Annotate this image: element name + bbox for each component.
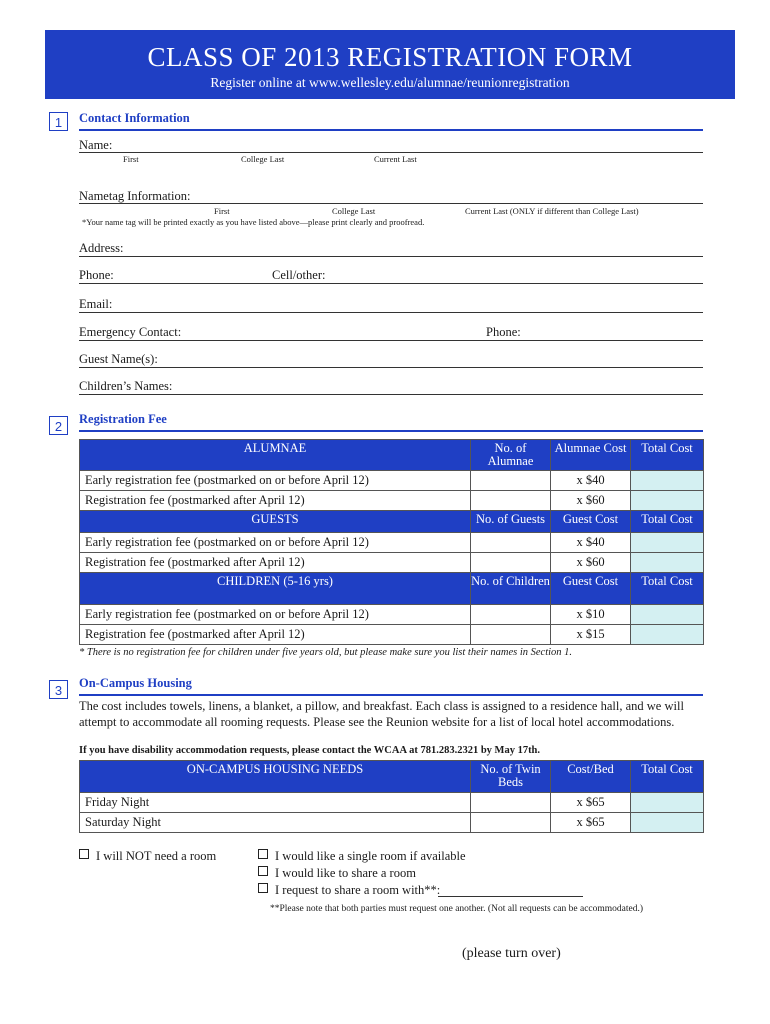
fee-price: x $40 (551, 471, 631, 491)
single-room-checkbox[interactable] (258, 849, 268, 859)
table-row (80, 605, 704, 625)
phone-label: Phone: (79, 268, 114, 282)
housing-total-header: Total Cost (631, 761, 704, 793)
table-row (80, 793, 704, 813)
housing-description: The cost includes towels, linens, a blanket, a pillow, and breakfast. Each class is assigned to a residence hall, and we will attempt to accommodate all rooming requests. Please see the Reunion website for a list of local hotel accommodations. (79, 699, 684, 729)
housing-table (79, 760, 704, 833)
fee-row-label: Registration fee (postmarked after April 12) (80, 491, 471, 511)
fee-row-label: Registration fee (postmarked after April 12) (80, 625, 471, 645)
guest-names-field-line[interactable] (79, 367, 703, 368)
fee-price: x $10 (551, 605, 631, 625)
children-count-header: No. of Children (471, 573, 551, 605)
nametag-sub-college-last: College Last (332, 206, 376, 216)
housing-row-label: Saturday Night (80, 813, 471, 833)
friday-beds-cell[interactable] (471, 793, 551, 813)
children-fee-note: * There is no registration fee for children under five years old, but please make sure you list their names in Section 1. (79, 647, 573, 658)
guests-count-header: No. of Guests (471, 511, 551, 533)
table-row (80, 813, 704, 833)
name-sub-college-last: College Last (241, 154, 285, 164)
fee-row-label: Registration fee (postmarked after April 12) (80, 553, 471, 573)
form-header-banner (45, 30, 735, 99)
guest-names-label: Guest Name(s): (79, 352, 158, 366)
share-room-label: I would like to share a room (275, 866, 416, 880)
children-names-field-line[interactable] (79, 394, 703, 395)
single-room-label: I would like a single room if available (275, 849, 466, 863)
guests-cost-header: Guest Cost (551, 511, 631, 533)
name-sub-current-last: Current Last (374, 154, 417, 164)
saturday-beds-cell[interactable] (471, 813, 551, 833)
share-request-note: **Please note that both parties must request one another. (Not all requests can be accommodated.) (270, 904, 644, 914)
guests-regular-total-cell[interactable] (631, 553, 704, 573)
nametag-sub-current-last: Current Last (ONLY if different than College Last) (465, 206, 639, 216)
guests-regular-count-cell[interactable] (471, 553, 551, 573)
share-with-label: I request to share a room with**: (275, 883, 441, 897)
housing-price: x $65 (551, 793, 631, 813)
housing-count-header: No. of Twin Beds (471, 761, 551, 793)
no-room-label: I will NOT need a room (96, 849, 217, 863)
guests-total-header: Total Cost (631, 511, 704, 533)
fee-row-label: Early registration fee (postmarked on or before April 12) (80, 533, 471, 553)
section-title-housing: On-Campus Housing (79, 676, 703, 696)
email-field-line[interactable] (79, 312, 703, 313)
children-regular-total-cell[interactable] (631, 625, 704, 645)
alumnae-regular-total-cell[interactable] (631, 491, 704, 511)
saturday-total-cell[interactable] (631, 813, 704, 833)
alumnae-header: ALUMNAE (80, 440, 471, 471)
children-cost-header: Guest Cost (551, 573, 631, 605)
housing-row-label: Friday Night (80, 793, 471, 813)
alumnae-cost-header: Alumnae Cost (551, 440, 631, 471)
alumnae-early-count-cell[interactable] (471, 471, 551, 491)
alumnae-total-header: Total Cost (631, 440, 704, 471)
section-number-2: 2 (49, 416, 68, 435)
guests-header: GUESTS (80, 511, 471, 533)
friday-total-cell[interactable] (631, 793, 704, 813)
table-row (80, 471, 704, 491)
nametag-label: Nametag Information: (79, 189, 191, 203)
name-field-line[interactable] (79, 152, 703, 153)
section-title-registration-fee: Registration Fee (79, 412, 703, 432)
alumnae-early-total-cell[interactable] (631, 471, 704, 491)
share-room-checkbox[interactable] (258, 866, 268, 876)
section-title-contact: Contact Information (79, 111, 703, 131)
housing-cost-header: Cost/Bed (551, 761, 631, 793)
housing-header-row (80, 761, 704, 793)
nametag-note: *Your name tag will be printed exactly as you have listed above—please print clearly and proofread. (82, 217, 425, 227)
fee-price: x $40 (551, 533, 631, 553)
children-header-row (80, 573, 704, 605)
emergency-field-line[interactable] (79, 340, 703, 341)
share-with-name-line[interactable] (438, 896, 583, 897)
guests-early-count-cell[interactable] (471, 533, 551, 553)
alumnae-regular-count-cell[interactable] (471, 491, 551, 511)
address-field-line[interactable] (79, 256, 703, 257)
fee-row-label: Early registration fee (postmarked on or before April 12) (80, 471, 471, 491)
alumnae-header-row (80, 440, 704, 471)
fee-price: x $60 (551, 553, 631, 573)
form-subtitle: Register online at www.wellesley.edu/alumnae/reunionregistration (210, 75, 570, 90)
share-with-option[interactable] (258, 883, 440, 898)
nametag-sub-first: First (214, 206, 230, 216)
table-row (80, 533, 704, 553)
no-room-checkbox[interactable] (79, 849, 89, 859)
registration-fee-table (79, 439, 704, 645)
table-row (80, 625, 704, 645)
email-label: Email: (79, 297, 113, 311)
phone-field-line[interactable] (79, 283, 703, 284)
emergency-phone-label: Phone: (486, 325, 521, 339)
housing-header: ON-CAMPUS HOUSING NEEDS (80, 761, 471, 793)
emergency-contact-label: Emergency Contact: (79, 325, 182, 339)
share-with-checkbox[interactable] (258, 883, 268, 893)
children-total-header: Total Cost (631, 573, 704, 605)
table-row (80, 491, 704, 511)
children-regular-count-cell[interactable] (471, 625, 551, 645)
children-early-count-cell[interactable] (471, 605, 551, 625)
children-header: CHILDREN (5-16 yrs) (80, 573, 471, 605)
no-room-option[interactable] (79, 849, 216, 864)
table-row (80, 553, 704, 573)
nametag-field-line[interactable] (79, 203, 703, 204)
housing-price: x $65 (551, 813, 631, 833)
name-label: Name: (79, 138, 113, 152)
children-names-label: Children’s Names: (79, 379, 173, 393)
name-sub-first: First (123, 154, 139, 164)
single-room-option[interactable] (258, 849, 466, 864)
guests-early-total-cell[interactable] (631, 533, 704, 553)
fee-price: x $15 (551, 625, 631, 645)
section-number-3: 3 (49, 680, 68, 699)
alumnae-count-header: No. of Alumnae (471, 440, 551, 471)
cell-label: Cell/other: (272, 268, 326, 282)
fee-row-label: Early registration fee (postmarked on or before April 12) (80, 605, 471, 625)
address-label: Address: (79, 241, 124, 255)
share-room-option[interactable] (258, 866, 416, 881)
turn-over-note: (please turn over) (462, 946, 561, 961)
disability-note: If you have disability accommodation requests, please contact the WCAA at 781.283.2321 by May 17th. (79, 745, 541, 756)
children-early-total-cell[interactable] (631, 605, 704, 625)
fee-price: x $60 (551, 491, 631, 511)
section-number-1: 1 (49, 112, 68, 131)
form-title: CLASS OF 2013 REGISTRATION FORM (147, 42, 633, 72)
guests-header-row (80, 511, 704, 533)
